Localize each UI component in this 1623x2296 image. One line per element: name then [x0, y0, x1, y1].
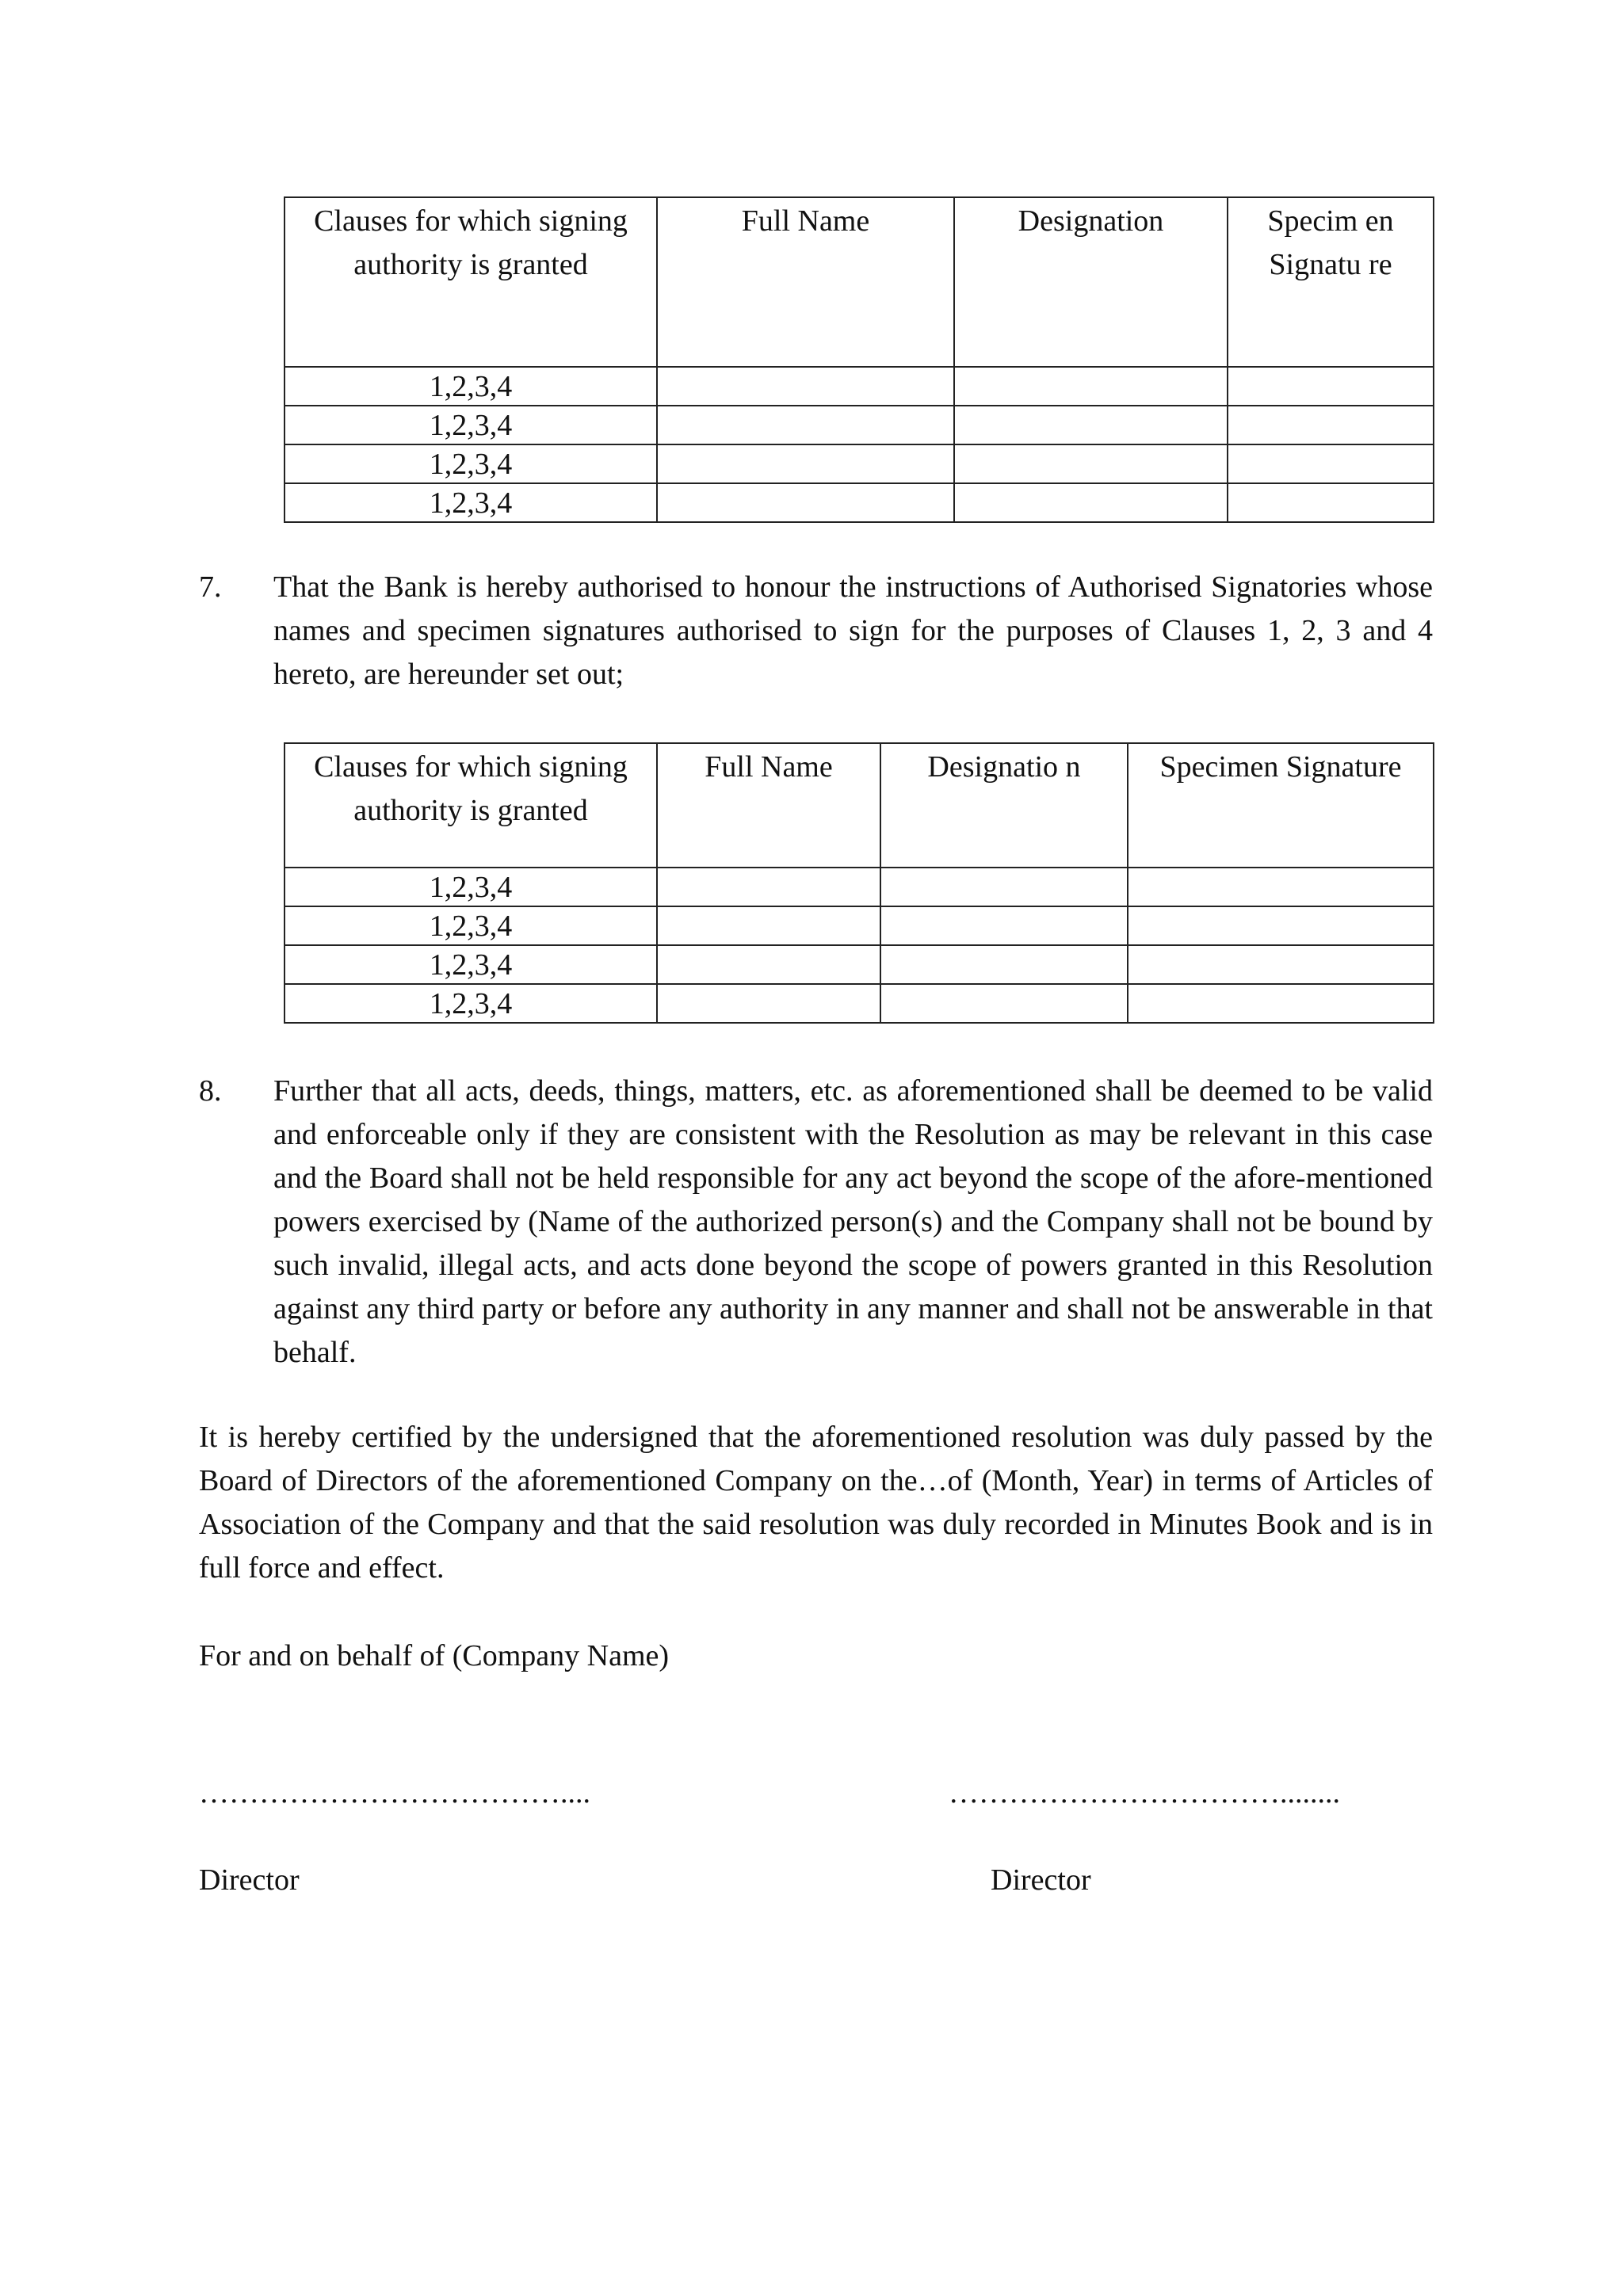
director-label-left: Director — [199, 1863, 300, 1897]
header-full-name: Full Name — [657, 197, 954, 367]
designation-cell[interactable] — [880, 868, 1128, 906]
table-row — [285, 906, 1434, 945]
clause-7 — [199, 566, 1433, 700]
clause-text: Further that all acts, deeds, things, matters, etc. as aforementioned shall be deemed to be valid and enforceable only if they are consistent with the Resolution as may be relevant in this case and the Board shall not be held responsible for any act beyond the scope of the afore-mentioned powers exercised by (Name of the authorized person(s) and the Company shall not be bound by such invalid, illegal acts, and acts done beyond the scope of powers granted in this Resolution against any third party or before any authority in any manner and shall not be answerable in that behalf. — [273, 1074, 1433, 1369]
designation-cell[interactable] — [954, 483, 1228, 522]
signature-line-left[interactable]: ……………………………….... — [199, 1776, 590, 1810]
table-row — [285, 483, 1434, 522]
header-specimen-signature: Specim en Signatu re — [1228, 197, 1434, 367]
signature-cell[interactable] — [1128, 945, 1434, 984]
full-name-cell[interactable] — [657, 444, 954, 483]
signature-line-right[interactable]: ……………………………........ — [949, 1776, 1340, 1810]
clause-number: 7. — [199, 570, 222, 604]
signatory-table-2 — [284, 742, 1434, 1024]
table-row — [285, 444, 1434, 483]
clauses-cell: 1,2,3,4 — [285, 444, 657, 483]
table-header-row — [285, 743, 1434, 868]
full-name-cell[interactable] — [657, 984, 880, 1023]
on-behalf-line: For and on behalf of (Company Name) — [199, 1639, 670, 1672]
signature-cell[interactable] — [1128, 984, 1434, 1023]
full-name-cell[interactable] — [657, 906, 880, 945]
director-label-right: Director — [991, 1863, 1091, 1897]
header-specimen-signature: Specimen Signature — [1128, 743, 1434, 868]
header-designation: Designation — [954, 197, 1228, 367]
full-name-cell[interactable] — [657, 367, 954, 406]
full-name-cell[interactable] — [657, 868, 880, 906]
clauses-cell: 1,2,3,4 — [285, 406, 657, 444]
clauses-cell: 1,2,3,4 — [285, 906, 657, 945]
signature-cell[interactable] — [1128, 868, 1434, 906]
full-name-cell[interactable] — [657, 406, 954, 444]
header-designation: Designatio n — [880, 743, 1128, 868]
clauses-cell: 1,2,3,4 — [285, 868, 657, 906]
table-row — [285, 406, 1434, 444]
header-clauses: Clauses for which signing authority is granted — [285, 197, 657, 367]
clauses-cell: 1,2,3,4 — [285, 945, 657, 984]
table-header-row — [285, 197, 1434, 367]
signatory-table-1 — [284, 196, 1434, 523]
signature-cell[interactable] — [1228, 483, 1434, 522]
header-full-name: Full Name — [657, 743, 880, 868]
clauses-cell: 1,2,3,4 — [285, 984, 657, 1023]
designation-cell[interactable] — [954, 406, 1228, 444]
full-name-cell[interactable] — [657, 483, 954, 522]
designation-cell[interactable] — [880, 945, 1128, 984]
table-row — [285, 984, 1434, 1023]
table-row — [285, 868, 1434, 906]
full-name-cell[interactable] — [657, 945, 880, 984]
clauses-cell: 1,2,3,4 — [285, 483, 657, 522]
header-clauses: Clauses for which signing authority is granted — [285, 743, 657, 868]
designation-cell[interactable] — [954, 444, 1228, 483]
certification-statement: It is hereby certified by the undersigned that the aforementioned resolution was duly passed by the Board of Directors of the aforementioned Company on the…of (Month, Year) in terms of Articles of Association of the Company and that the said resolution was duly recorded in Minutes Book and is in full force and effect. — [199, 1421, 1433, 1585]
clauses-cell: 1,2,3,4 — [285, 367, 657, 406]
signature-cell[interactable] — [1228, 367, 1434, 406]
table-row — [285, 945, 1434, 984]
table-row — [285, 367, 1434, 406]
signature-cell[interactable] — [1128, 906, 1434, 945]
signature-cell[interactable] — [1228, 406, 1434, 444]
signature-cell[interactable] — [1228, 444, 1434, 483]
clause-8 — [199, 1070, 1433, 1379]
designation-cell[interactable] — [954, 367, 1228, 406]
designation-cell[interactable] — [880, 906, 1128, 945]
clause-text: That the Bank is hereby authorised to honour the instructions of Authorised Signatories whose names and specimen signatures authorised to sign for the purposes of Clauses 1, 2, 3 and 4 hereto, are hereunder set out; — [273, 570, 1433, 691]
clause-number: 8. — [199, 1074, 222, 1108]
designation-cell[interactable] — [880, 984, 1128, 1023]
